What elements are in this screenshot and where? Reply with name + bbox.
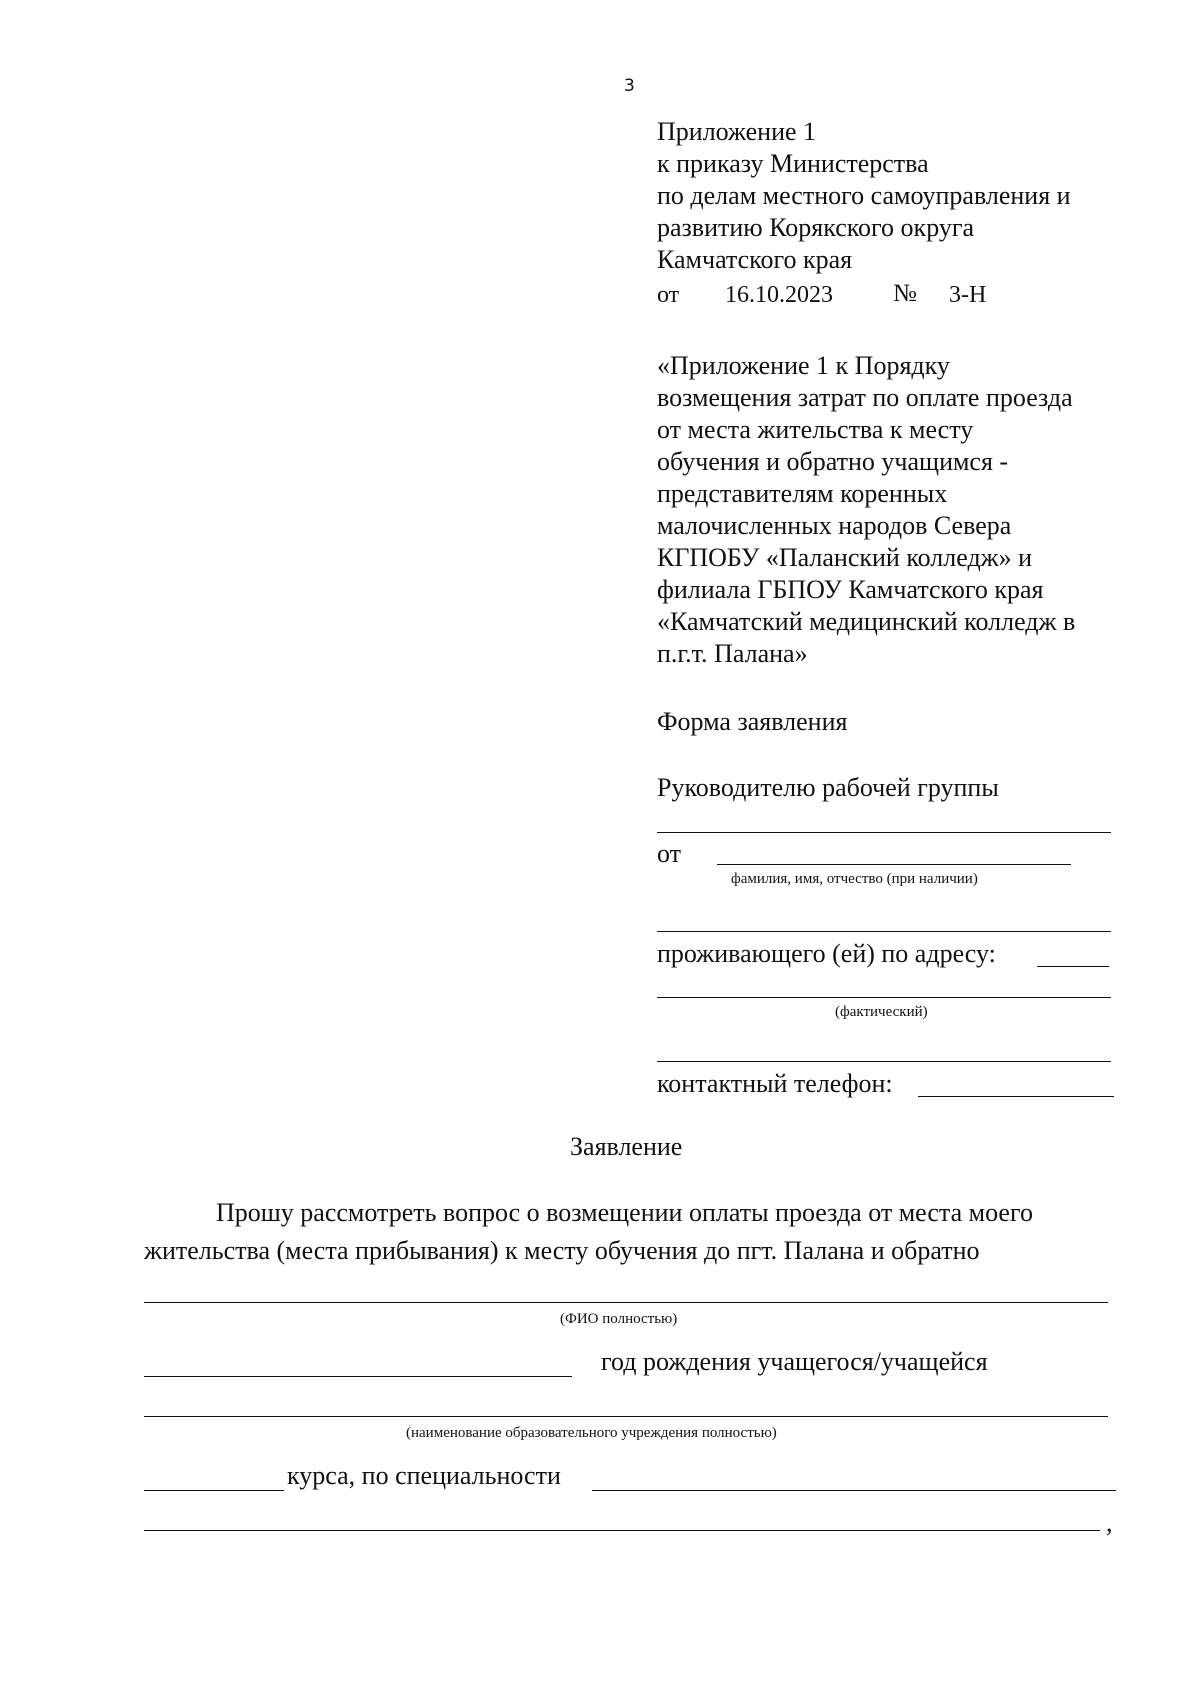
procedure-header-line: малочисленных народов Севера: [657, 511, 1012, 540]
order-date: 16.10.2023: [725, 282, 833, 308]
appendix-header: [657, 116, 1071, 276]
fio-caption: фамилия, имя, отчество (при наличии): [731, 871, 978, 887]
procedure-header-line: филиала ГБПОУ Камчатского края: [657, 575, 1044, 604]
form-title: Форма заявления: [657, 707, 848, 736]
statement-line-2: жительства (места прибывания) к месту обучения до пгт. Палана и обратно: [144, 1236, 980, 1265]
applicant-name-line-2[interactable]: [657, 931, 1111, 932]
statement-line-1: Прошу рассмотреть вопрос о возмещении оплаты проезда от места моего: [216, 1198, 1033, 1227]
actual-caption: (фактический): [835, 1004, 928, 1020]
address-line[interactable]: [657, 997, 1111, 998]
trailing-comma: ,: [1106, 1508, 1113, 1537]
appendix-header-line: Приложение 1: [657, 117, 817, 146]
order-number: 3-Н: [949, 282, 987, 308]
applicant-name-line[interactable]: [717, 864, 1071, 865]
from-label: от: [657, 839, 682, 868]
fio-full-caption: (ФИО полностью): [560, 1311, 678, 1327]
order-from-label: от: [657, 282, 680, 308]
procedure-header-line: от места жительства к месту: [657, 415, 974, 444]
appendix-header-line: Камчатского края: [657, 245, 853, 274]
institution-caption: (наименование образовательного учреждения полностью): [406, 1425, 777, 1441]
procedure-header-line: обучения и обратно учащимся -: [657, 447, 1009, 476]
procedure-header-line: «Камчатский медицинский колледж в: [657, 607, 1076, 636]
institution-line[interactable]: [144, 1416, 1108, 1417]
fio-full-line[interactable]: [144, 1302, 1108, 1303]
procedure-header-line: представителям коренных: [657, 479, 948, 508]
appendix-header-line: к приказу Министерства: [657, 149, 929, 178]
phone-line[interactable]: [918, 1096, 1114, 1097]
course-label: курса, по специальности: [287, 1461, 561, 1490]
procedure-header: [657, 350, 1075, 670]
appendix-header-line: по делам местного самоуправления и: [657, 181, 1071, 210]
page-number: 3: [624, 76, 635, 96]
procedure-header-line: возмещения затрат по оплате проезда: [657, 383, 1073, 412]
appendix-header-line: развитию Корякского округа: [657, 213, 975, 242]
statement-title: Заявление: [570, 1132, 683, 1161]
procedure-header-line: «Приложение 1 к Порядку: [657, 351, 950, 380]
address-line-short[interactable]: [1037, 966, 1109, 967]
addressee: Руководителю рабочей группы: [657, 773, 999, 802]
phone-label: контактный телефон:: [657, 1069, 893, 1098]
birth-year-line[interactable]: [144, 1376, 572, 1377]
specialty-line[interactable]: [592, 1490, 1116, 1491]
procedure-header-line: КГПОБУ «Паланский колледж» и: [657, 543, 1033, 572]
specialty-line-2[interactable]: [144, 1530, 1100, 1531]
addressee-name-line[interactable]: [657, 832, 1111, 833]
residing-label: проживающего (ей) по адресу:: [657, 939, 996, 968]
address-line-2[interactable]: [657, 1061, 1111, 1062]
order-number-label: №: [893, 280, 917, 307]
birth-year-label: год рождения учащегося/учащейся: [601, 1347, 988, 1376]
procedure-header-line: п.г.т. Палана»: [657, 639, 808, 668]
course-number-line[interactable]: [144, 1490, 284, 1491]
